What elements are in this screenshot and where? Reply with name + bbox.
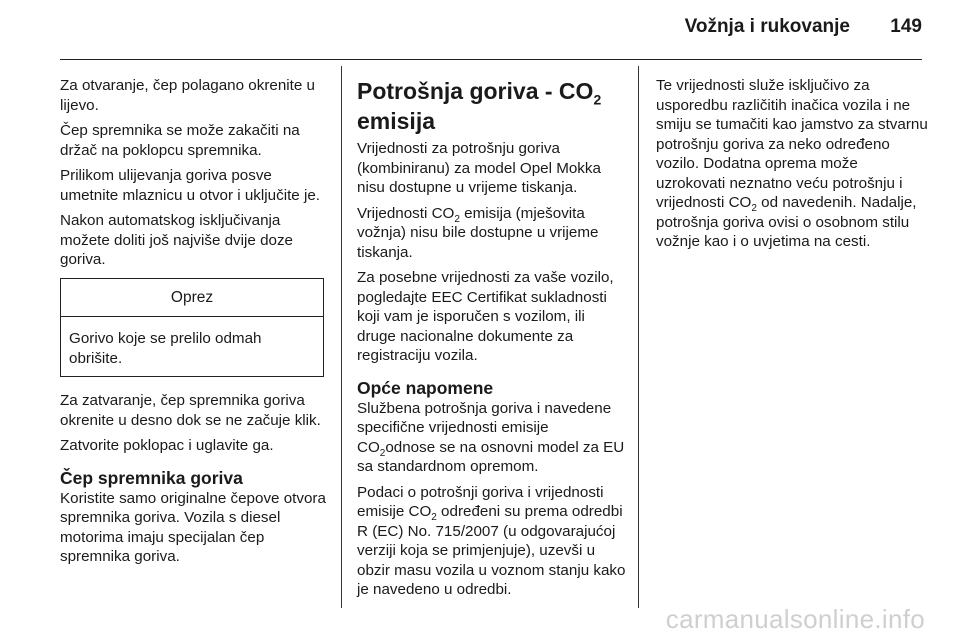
text: od navedenih. Nadalje, potrošnja goriva ovisi o osobnom stilu vožnje kao i o uvjetima na cesti. — [656, 194, 917, 250]
text: Podaci o potrošnji goriva i vrijednosti emisije CO — [357, 483, 604, 520]
subscript: 2 — [379, 447, 386, 459]
text: Službena potrošnja goriva i navedene specifične vrijednosti emisije CO — [357, 399, 612, 456]
subscript: 2 — [431, 512, 437, 524]
caution-body: Gorivo koje se prelilo odmah obrišite. — [69, 330, 262, 367]
paragraph — [357, 399, 627, 477]
page-header-title: Vožnja i rukovanje — [684, 16, 850, 37]
subscript: 2 — [454, 213, 460, 225]
section-heading-general-notes: Opće napomene — [357, 377, 494, 398]
title-text: Potrošnja goriva - CO — [357, 78, 594, 104]
paragraph: Za posebne vrijednosti za vaše vozilo, pogledajte EEC Certifikat sukladnosti koji vam je isporučen s vozilom, ili druge nacionalne dokumente za registraciju vozila. — [357, 269, 614, 364]
column-2 — [357, 76, 627, 606]
text: emisija (mješovita vožnja) nisu bile dostupne u vrijeme tiskanja. — [357, 204, 599, 261]
caution-title: Oprez — [61, 279, 323, 318]
paragraph — [656, 76, 928, 252]
text: Te vrijednosti služe isključivo za usporedbu različitih inačica vozila i ne smiju se tumačiti kao jamstvo za stvarnu potrošnju goriva za neko određeno vozilo. Dodatna oprema može uzrokovati neznatno veću potrošnju i vrijednosti CO — [656, 77, 928, 211]
subscript: 2 — [751, 203, 757, 215]
title-text: emisija — [357, 108, 435, 134]
watermark: carmanualsonline.info — [665, 604, 925, 634]
paragraph: Koristite samo originalne čepove otvora spremnika goriva. Vozila s diesel motorima imaju specijalan čep spremnika goriva. — [60, 489, 326, 565]
column-1 — [60, 76, 330, 573]
header-rule — [60, 59, 922, 60]
text: odnose se na osnovni model za EU sa standardnom opremom. — [357, 438, 625, 475]
paragraph: Zatvorite poklopac i uglavite ga. — [60, 437, 274, 454]
column-divider-1 — [341, 66, 342, 608]
text: Vrijednosti CO — [357, 204, 455, 222]
column-divider-2 — [638, 66, 639, 608]
page-number: 149 — [890, 16, 922, 37]
text: određeni su prema odredbi R (EC) No. 715/2007 (u odgovarajućoj verziji koja se primjenjuje), uzevši u obzir masu vozila u voznom stanju kako je navedeno u odredbi. — [357, 503, 626, 598]
subscript: 2 — [593, 91, 602, 108]
paragraph: Nakon automatskog isključivanja možete doliti još najviše dvije doze goriva. — [60, 212, 293, 268]
paragraph: Prilikom ulijevanja goriva posve umetnite mlaznicu u otvor i uključite je. — [60, 167, 320, 204]
paragraph: Čep spremnika se može zakačiti na držač na poklopcu spremnika. — [60, 122, 300, 159]
paragraph: Za zatvaranje, čep spremnika goriva okrenite u desno dok se ne začuje klik. — [60, 392, 321, 429]
paragraph — [357, 204, 627, 263]
caution-box — [60, 278, 324, 378]
column-3 — [656, 76, 928, 258]
section-title-fuel-consumption — [357, 76, 627, 136]
paragraph: Vrijednosti za potrošnju goriva (kombiniranu) za model Opel Mokka nisu dostupne u vrijeme tiskanja. — [357, 140, 601, 196]
paragraph — [357, 483, 627, 600]
section-heading-fuel-cap: Čep spremnika goriva — [60, 467, 243, 488]
paragraph: Za otvaranje, čep polagano okrenite u lijevo. — [60, 77, 315, 114]
